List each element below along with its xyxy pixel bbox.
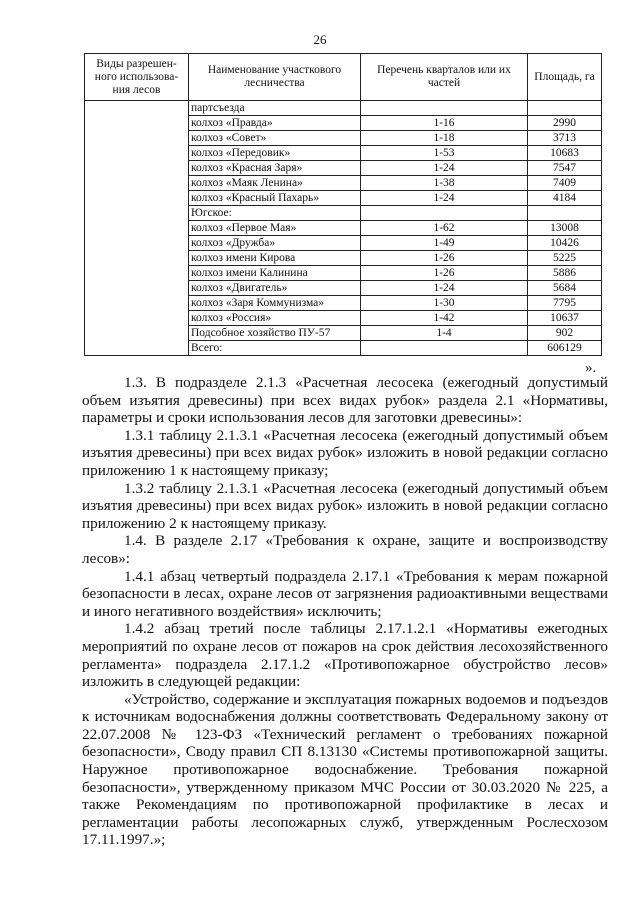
district-cell: колхоз «Заря Коммунизма» xyxy=(189,296,361,311)
quarters-cell: 1-24 xyxy=(361,281,528,296)
paragraph-1-4-2: 1.4.2 абзац третий после таблицы 2.17.1.2.1 «Нормативы ежегодных мероприятий по охране лесов от пожаров на срок действия лесохозяйственного регламента» подраздела 2.17.1.2 «Противопожарное обустройство лесов» изложить в следующей редакции: xyxy=(82,620,608,691)
district-cell: колхоз «Первое Мая» xyxy=(189,221,361,236)
district-cell: Всего: xyxy=(189,341,361,356)
area-cell: 4184 xyxy=(528,191,602,206)
quarters-cell: 1-18 xyxy=(361,131,528,146)
area-cell: 7795 xyxy=(528,296,602,311)
paragraph-1-3-2: 1.3.2 таблицу 2.1.3.1 «Расчетная лесосека (ежегодный допустимый объем изъятия древесины) при всех видах рубок» изложить в новой редакции согласно приложению 2 к настоящему приказу. xyxy=(82,479,608,532)
area-cell: 10683 xyxy=(528,146,602,161)
district-cell: колхоз «Дружба» xyxy=(189,236,361,251)
quarters-cell xyxy=(361,206,528,221)
district-cell: колхоз имени Калинина xyxy=(189,266,361,281)
district-cell: колхоз «Двигатель» xyxy=(189,281,361,296)
paragraph-quote: «Устройство, содержание и эксплуатация пожарных водоемов и подъездов к источникам водоснабжения должны соответствовать Федеральному закону от 22.07.2008 № 123-ФЗ «Технический регламент о требованиях пожарной безопасности», Своду правил СП 8.13130 «Системы противопожарной защиты. Наружное противопожарное водоснабжение. Требования пожарной безопасности», утвержденному приказом МЧС России от 30.03.2020 № 225, а также Рекомендациям по противопожарной профилактике в лесах и регламентации работы лесопожарных служб, утвержденным Рослесхозом 17.11.1997.»; xyxy=(82,690,608,849)
area-cell: 606129 xyxy=(528,341,602,356)
area-cell: 902 xyxy=(528,326,602,341)
area-cell: 2990 xyxy=(528,116,602,131)
area-cell: 5225 xyxy=(528,251,602,266)
area-cell xyxy=(528,101,602,116)
header-forest-use: Виды разрешен-ного использова-ния лесов xyxy=(85,54,189,101)
table-close-quote: ». xyxy=(585,360,597,376)
forestry-table xyxy=(84,53,602,356)
district-cell: колхоз «Красный Пахарь» xyxy=(189,191,361,206)
area-cell: 5886 xyxy=(528,266,602,281)
area-cell: 13008 xyxy=(528,221,602,236)
paragraph-1-3-1: 1.3.1 таблицу 2.1.3.1 «Расчетная лесосека (ежегодный допустимый объем изъятия древесины) при всех видах рубок» изложить в новой редакции согласно приложению 1 к настоящему приказу; xyxy=(82,426,608,479)
area-cell: 5684 xyxy=(528,281,602,296)
quarters-cell: 1-24 xyxy=(361,191,528,206)
quarters-cell: 1-38 xyxy=(361,176,528,191)
quarters-cell: 1-62 xyxy=(361,221,528,236)
area-cell xyxy=(528,206,602,221)
area-cell: 7409 xyxy=(528,176,602,191)
area-cell: 7547 xyxy=(528,161,602,176)
paragraph-1-4: 1.4. В разделе 2.17 «Требования к охране, защите и воспроизводству лесов»: xyxy=(82,532,608,567)
district-cell: колхоз «Красная Заря» xyxy=(189,161,361,176)
district-cell: Подсобное хозяйство ПУ-57 xyxy=(189,326,361,341)
district-cell: колхоз «Правда» xyxy=(189,116,361,131)
paragraph-1-4-1: 1.4.1 абзац четвертый подраздела 2.17.1 «Требования к мерам пожарной безопасности в лесах, охране лесов от загрязнения радиоактивными веществами и иного негативного воздействия» исключить; xyxy=(82,567,608,620)
district-cell: партсъезда xyxy=(189,101,361,116)
quarters-cell: 1-4 xyxy=(361,326,528,341)
area-cell: 10637 xyxy=(528,311,602,326)
quarters-cell: 1-24 xyxy=(361,161,528,176)
district-cell: колхоз имени Кирова xyxy=(189,251,361,266)
quarters-cell: 1-49 xyxy=(361,236,528,251)
district-cell: колхоз «Совет» xyxy=(189,131,361,146)
quarters-cell: 1-16 xyxy=(361,116,528,131)
table-body xyxy=(85,101,602,356)
district-cell: колхоз «Россия» xyxy=(189,311,361,326)
table-row xyxy=(85,101,602,116)
page-number: 26 xyxy=(313,32,327,47)
district-cell: колхоз «Передовик» xyxy=(189,146,361,161)
quarters-cell xyxy=(361,341,528,356)
quarters-cell: 1-26 xyxy=(361,266,528,281)
header-quarters: Перечень кварталов или их частей xyxy=(361,54,528,101)
quarters-cell: 1-26 xyxy=(361,251,528,266)
body-text xyxy=(82,374,608,849)
area-cell: 3713 xyxy=(528,131,602,146)
district-cell: Югское: xyxy=(189,206,361,221)
forest-use-cell xyxy=(85,101,189,356)
quarters-cell xyxy=(361,101,528,116)
quarters-cell: 1-53 xyxy=(361,146,528,161)
district-cell: колхоз «Маяк Ленина» xyxy=(189,176,361,191)
quarters-cell: 1-30 xyxy=(361,296,528,311)
header-district: Наименование участкового лесничества xyxy=(189,54,361,101)
quarters-cell: 1-42 xyxy=(361,311,528,326)
paragraph-1-3: 1.3. В подразделе 2.1.3 «Расчетная лесосека (ежегодный допустимый объем изъятия древесины) при всех видах рубок» раздела 2.1 «Нормативы, параметры и сроки использования лесов для заготовки древесины»: xyxy=(82,374,608,427)
header-area: Площадь, га xyxy=(528,54,602,101)
area-cell: 10426 xyxy=(528,236,602,251)
